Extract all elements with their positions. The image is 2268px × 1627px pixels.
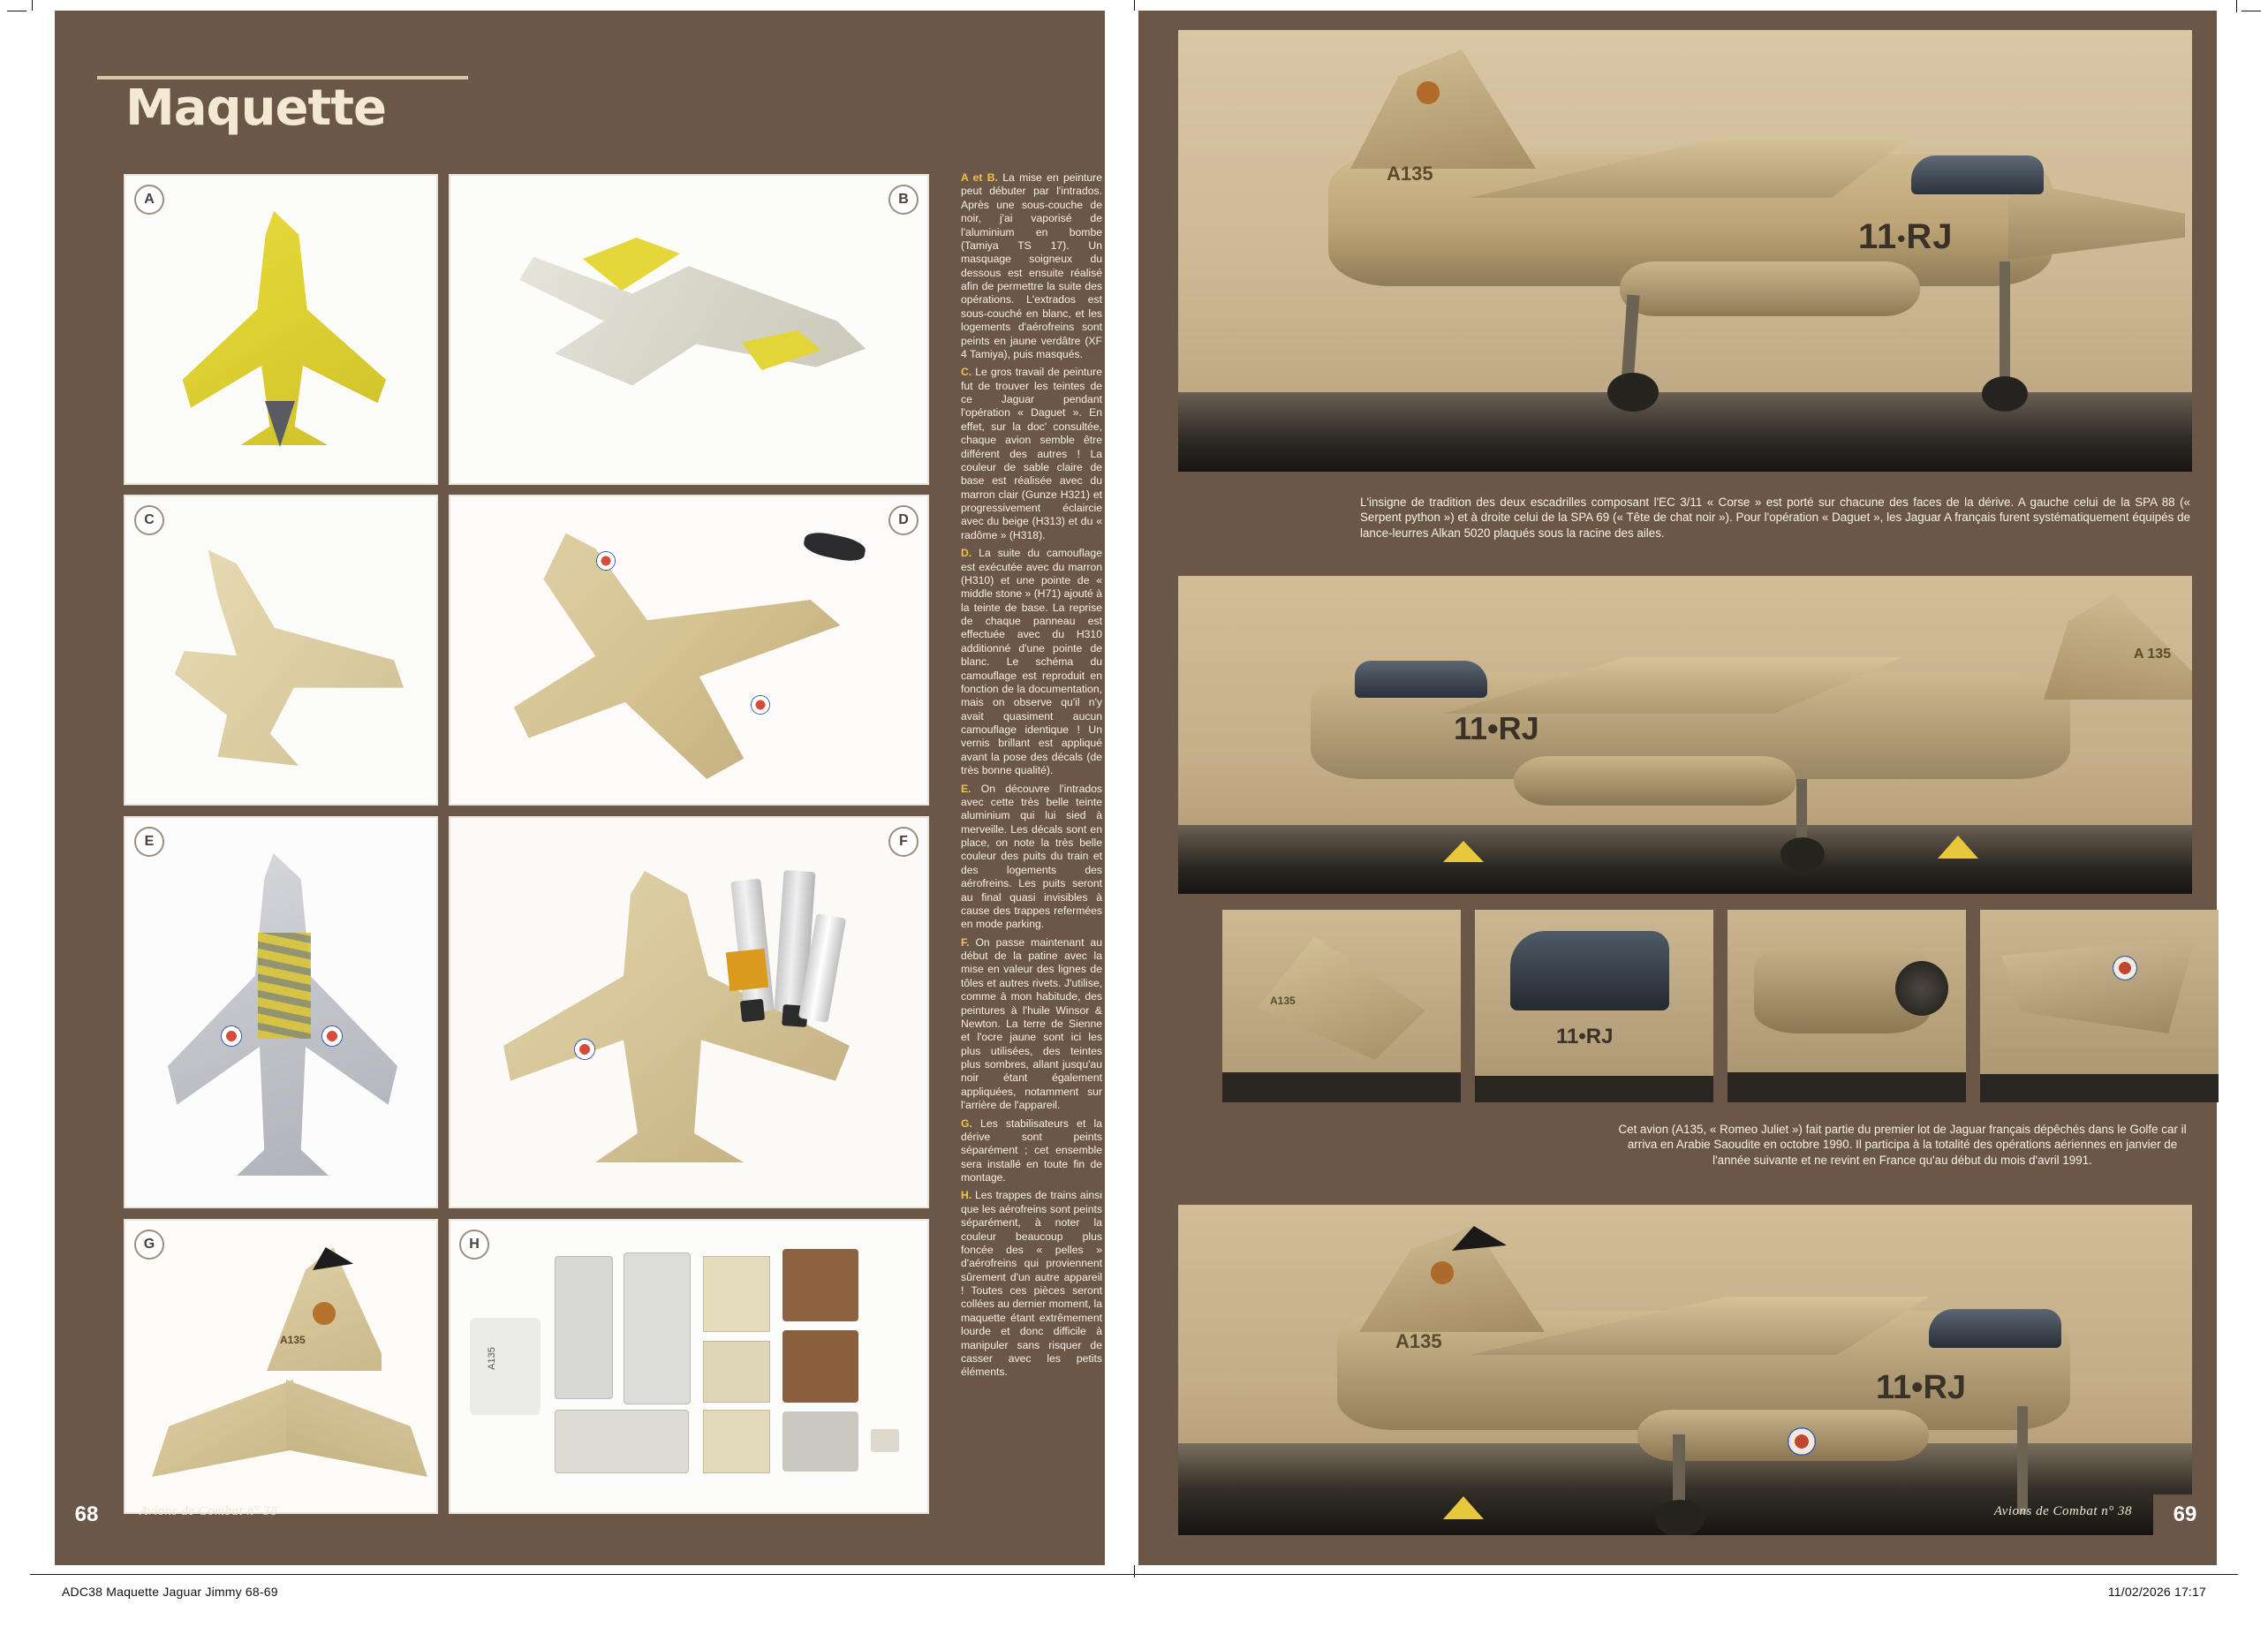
airbrake-panel-2 <box>703 1341 770 1403</box>
airbrake-panel-1 <box>703 1256 770 1332</box>
paragraph-lead-g: G. <box>961 1116 972 1130</box>
spread-canvas <box>32 11 2236 1565</box>
model-body <box>165 536 404 766</box>
code-11-rj-marking: 11•RJ <box>1556 1025 1614 1048</box>
photo-d <box>449 495 929 806</box>
photo-jaguar-side-view-2 <box>1178 576 2192 894</box>
serial-a135-marking: A135 <box>1270 995 1296 1007</box>
photo-a-image <box>125 176 436 483</box>
landing-gear-nose <box>2017 1406 2028 1514</box>
fin-insignia <box>1417 81 1440 104</box>
model-cockpit-detail <box>1510 931 1669 1010</box>
paragraph-f <box>961 936 1102 1113</box>
left-page <box>32 11 1134 1565</box>
crop-tick-bottom-center <box>1134 1565 1135 1578</box>
brown-piece-1 <box>782 1249 858 1321</box>
photo-label-d: D <box>888 505 919 535</box>
model-roundel-2 <box>321 1025 343 1047</box>
model-roundel <box>574 1039 595 1060</box>
photo-f-image <box>450 818 927 1207</box>
airbrake-panel-3 <box>703 1410 770 1473</box>
diorama-base <box>1178 392 2192 472</box>
paragraph-lead-e: E. <box>961 782 971 795</box>
stabilizer-right <box>286 1380 427 1477</box>
page-title: Maquette <box>125 79 386 137</box>
paragraph-d <box>961 547 1102 777</box>
model-tail-fin <box>1359 1226 1545 1332</box>
right-runhead <box>1994 1504 2132 1519</box>
photo-label-a: A <box>134 185 164 215</box>
code-11-rj-marking: 11•RJ <box>1454 710 1539 746</box>
paragraph-lead-a-b: A et B. <box>961 171 998 184</box>
fin-insignia <box>1431 1261 1454 1284</box>
left-page-white-edge <box>32 11 55 1565</box>
photo-label-c: C <box>134 505 164 535</box>
decal-sheet <box>470 1318 541 1415</box>
model-wing-root-detail <box>2001 936 2196 1033</box>
landing-gear-main <box>1796 779 1807 846</box>
landing-gear-main <box>1622 295 1640 384</box>
photo-jaguar-three-quarter-view <box>1178 1205 2192 1535</box>
wheel-main <box>1655 1500 1705 1535</box>
paragraph-text-g: Les stabilisateurs et la dérive sont peints séparément ; cet ensemble sera installé en toute fin de montage. <box>961 1116 1102 1184</box>
decal-text: A135 <box>486 1347 497 1370</box>
model-fuel-tank <box>1620 261 1920 316</box>
model-roundel <box>596 551 616 571</box>
model-body <box>512 216 866 445</box>
model-canopy <box>1929 1309 2061 1348</box>
model-roundel <box>2113 956 2137 980</box>
paragraph-lead-h: H. <box>961 1189 972 1202</box>
caption-insignia-tradition: L'insigne de tradition des deux escadrilles composant l'EC 3/11 « Corse » est porté sur chacune des faces de la dérive. A gauche celui de la SPA 88 (« Serpent python ») et à droite celui de la SPA 69 (« Tête de chat noir »). Pour l'opération « Daguet », les Jaguar A français furent systématiquement équipés de lance-leurres Alkan 5020 plaqués sous la racine des ailes. <box>1360 496 2190 540</box>
photo-d-image <box>450 496 927 804</box>
serial-a135-marking: A135 <box>1387 163 1433 185</box>
left-page-number: 68 <box>74 1502 99 1526</box>
model-canopy <box>1911 155 2044 194</box>
base-strip <box>1222 1072 1461 1102</box>
paragraph-text-f: On passe maintenant au début de la patine avec la mise en valeur des lignes de tôles et autres rivets. J'utilise, comme à mon habitude, des peintures à l'huile Winsor & Newton. La terre de Sienne et l'ocre jaune sont ici les plus utilisées, des teintes plus sombres, allant jusqu'au noir étant également appliquées, notamment sur l'arrière de l'appareil. <box>961 935 1102 1112</box>
right-page <box>1134 11 2236 1565</box>
photo-g <box>124 1219 438 1514</box>
paragraph-text-e: On découvre l'intrados avec cette très belle teinte aluminium qui lui sied à merveille. Les décals sont en place, on note la très belle couleur des puits du train et des logements des aérofreins. Les puits seront au final quasi invisibles à cause des trappes refermées en mode parking. <box>961 782 1102 931</box>
code-11-rj-marking: 11•RJ <box>1876 1369 1967 1406</box>
right-page-number: 69 <box>2173 1502 2197 1526</box>
paragraph-a-b <box>961 171 1102 361</box>
photo-c <box>124 495 438 806</box>
model-tail-fin <box>1350 49 1536 169</box>
brown-piece-2 <box>782 1330 858 1403</box>
photo-detail-3 <box>1727 910 1966 1102</box>
small-piece <box>871 1429 899 1452</box>
photo-e-image <box>125 818 436 1207</box>
photo-f <box>449 816 929 1208</box>
photo-h-image <box>450 1221 927 1512</box>
paint-tube-1-cap <box>740 999 765 1023</box>
exhaust-nozzle <box>1895 961 1948 1016</box>
gear-door-3 <box>555 1410 689 1473</box>
model-canopy <box>1355 661 1487 698</box>
photo-h <box>449 1219 929 1514</box>
serial-a135-marking: A 135 <box>2134 647 2172 662</box>
model-body <box>499 523 870 779</box>
photo-label-g: G <box>134 1230 164 1260</box>
base-strip <box>1475 1076 1713 1102</box>
print-job-label: ADC38 Maquette Jaguar Jimmy 68-69 <box>62 1585 278 1599</box>
model-nose-cone <box>802 529 867 564</box>
landing-gear-main <box>1673 1434 1685 1509</box>
photo-label-b: B <box>888 185 919 215</box>
stabilizer-left <box>152 1380 293 1477</box>
right-runhead-text: Avions de Combat n° 38 <box>1993 1504 2132 1518</box>
photo-detail-4 <box>1980 910 2219 1102</box>
photo-detail-2 <box>1475 910 1713 1102</box>
photo-a <box>124 174 438 485</box>
paragraph-c <box>961 366 1102 542</box>
model-roundel <box>221 1025 242 1047</box>
serial-text: A135 <box>280 1334 306 1346</box>
photo-g-image <box>125 1221 436 1512</box>
photo-b <box>449 174 929 485</box>
right-folio-box <box>2153 1495 2217 1535</box>
gear-door-2 <box>624 1252 691 1404</box>
caption-aircraft-history: Cet avion (A135, « Romeo Juliet ») fait partie du premier lot de Jaguar français dépêchés dans le Golfe car il arriva en Arabie Saoudite en octobre 1990. Il participa à la totalité des opérations aériennes en janvier de l'année suivante et ne revint en France qu'au début du mois d'avril 1991. <box>1618 1123 2187 1167</box>
base-strip <box>1727 1072 1966 1102</box>
photo-b-image <box>450 176 927 483</box>
paragraph-g <box>961 1117 1102 1185</box>
model-roundel-2 <box>751 695 770 715</box>
photo-label-e: E <box>134 827 164 857</box>
photo-label-h: H <box>459 1230 489 1260</box>
fin-insignia <box>313 1302 336 1325</box>
grey-piece <box>782 1411 858 1472</box>
serial-a135-marking: A135 <box>1395 1330 1442 1352</box>
left-folio-box <box>55 1495 118 1535</box>
paragraph-lead-c: C. <box>961 366 972 379</box>
landing-gear-nose <box>2000 261 2010 385</box>
paragraph-text-h: Les trappes de trains ainsi que les aérofreins sont peints séparément, à noter la couleur beaucoup plus foncée des « pelles » d'aérofreins qui proviennent sûrement d'un autre appareil ! Toutes ces pièces seront collées au dernier moment, la maquette étant extrêmement lourde et donc difficile à manipuler sans risquer de casser avec les petits éléments. <box>961 1189 1102 1379</box>
photo-jaguar-side-view-1 <box>1178 30 2192 472</box>
code-11-rj-marking: 11•RJ <box>1858 217 1954 256</box>
model-fuel-tank <box>1514 756 1796 806</box>
photo-label-f: F <box>888 827 919 857</box>
wheel-nose <box>1982 376 2028 412</box>
paragraph-text-c: Le gros travail de peinture fut de trouver les teintes de ce Jaguar pendant l'opération « Daguet ». En effet, sur la doc' consultée, chaque avion semble être différent des autres ! La couleur de sable claire de base est réalisée avec du marron clair (Gunze H321) et progressivement éclaircie avec du beige (H313) et du « radôme » (H318). <box>961 366 1102 541</box>
paragraph-lead-f: F. <box>961 935 970 949</box>
diorama-base-2 <box>1178 825 2192 894</box>
paragraph-e <box>961 783 1102 932</box>
paragraph-text-d: La suite du camouflage est exécutée avec du marron (H310) et une pointe de « middle stone » (H71) ajouté à la teinte de base. La reprise de chaque panneau est effectuée avec du H310 additionné d'une pointe de blanc. Le schéma du camouflage est reproduit en fonction de la documentation, mais on observe qu'il n'y avait quasiment aucun camouflage identique ! Un vernis brillant est appliqué avant la pose des décals (de très bonne qualité). <box>961 547 1102 777</box>
spread-gutter <box>1105 11 1138 1565</box>
photo-c-image <box>125 496 436 804</box>
print-timestamp: 11/02/2026 17:17 <box>2107 1585 2206 1599</box>
paint-tube-3-label <box>726 949 768 991</box>
paragraph-text-a-b: La mise en peinture peut débuter par l'intrados. Après une sous-couche de noir, j'ai vaporisé de l'aluminium en bombe (Tamiya TS 17). Un masquage soigneux du dessous est ensuite réalisé afin de permettre la suite des opérations. L'extrados est sous-couché en blanc, et les logements d'aérofreins sont peints en jaune verdâtre (XF 4 Tamiya), puis masqués. <box>961 171 1102 360</box>
article-body-column <box>961 171 1102 1479</box>
model-bay-yellow <box>258 933 311 1039</box>
paragraph-lead-d: D. <box>961 547 972 560</box>
left-runhead <box>140 1504 277 1519</box>
photo-detail-1 <box>1222 910 1461 1102</box>
left-runhead-text: Avions de Combat n° 38 <box>140 1504 278 1518</box>
base-strip <box>1980 1074 2219 1102</box>
gear-door-1 <box>555 1256 613 1399</box>
wheel-main <box>1780 837 1825 871</box>
right-page-white-edge <box>2217 11 2236 1565</box>
photo-e <box>124 816 438 1208</box>
crop-tick-top-right <box>2236 0 2237 12</box>
paragraph-h <box>961 1189 1102 1379</box>
wheel-main <box>1607 373 1659 412</box>
model-roundel <box>1788 1427 1816 1456</box>
